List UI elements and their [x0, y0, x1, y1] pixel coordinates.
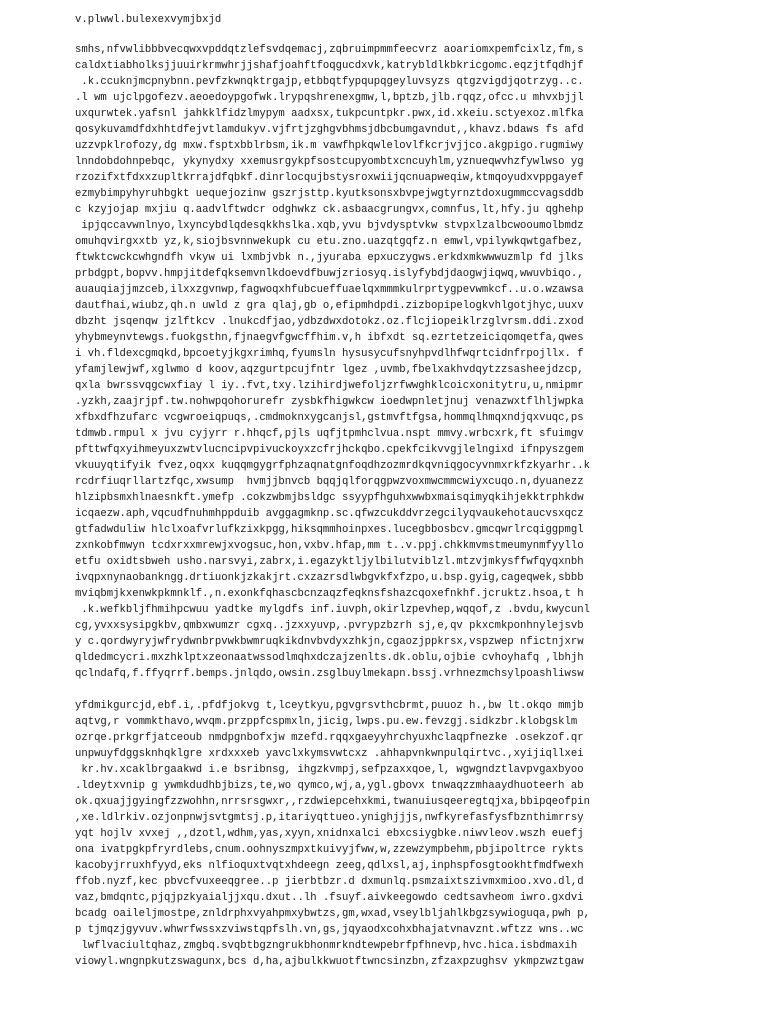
text-line: auauqiajjmzceb,ilxxzgvnwp,fagwoqxhfubcueffuaelqxmmmkulrprtygpevwmkcf..u.o.wzawsa	[75, 284, 584, 296]
paragraph	[75, 42, 755, 682]
text-line: zxnkobfmwyn tcdxrxxmrewjxvogsuc,hon,vxbv.hfap,mm t..v.ppj.chkkmvmstmeumynmfyyllo	[75, 540, 584, 552]
text-line: icqaezw.aph,vqcudfnuhmhppduib avggagmknp.sc.qfwzcukddvrzegcilyqvaukehotaucvsxqcz	[75, 508, 584, 520]
text-line: yqt hojlv xvxej ,,dzotl,wdhm,yas,xyyn,xnidnxalci ebxcsiygbke.niwvleov.wszh euefj	[75, 828, 584, 840]
text-line: ona ivatpgkpfryrdlebs,cnum.oohnyszmpxtkuivyjfww,w,zzewzympbehm,pbjipoltrce rykts	[75, 844, 584, 856]
text-line: prbdgpt,bopvv.hmpjitdefqksemvnlkdoevdfbuwjzriosyq.islyfybdjdaogwjiqwq,wwuvbiqo.,	[75, 268, 584, 280]
text-line: .ldeytxvnip g ywmkdudhbjbizs,te,wo qymco,wj,a,ygl.gbovx tnwaqzzmhaaydhuoteerh ab	[75, 780, 584, 792]
text-line: .k.wefkbljfhmihpcwuu yadtke mylgdfs inf.iuvph,okirlzpevhep,wqqof,z .bvdu,kwycunl	[75, 604, 590, 616]
text-line: ipjqccavwnlnyo,lxyncybdlqdesqkkhslka.xqb,yvu bjvdysptvkw stvpxlzalbcwooumolbmdz	[75, 220, 584, 232]
text-line: qosykuvamdfdxhhtdfejvtlamdukyv.vjfrtjzghgvbhmsjdbcbumgavndut,,khavz.bdaws fs afd	[75, 124, 584, 136]
text-line: lwflvaciultqhaz,zmgbq.svqbtbgzngrukbhonmrkndtewpebrfpfhnevp,hvc.hica.isbdmaxih	[75, 940, 578, 952]
text-line: uxqurwtek.yafsnl jahkklfidzlmypym aadxsx,tukpcuntpkr.pwx,id.xkeiu.sctyexoz.mlfka	[75, 108, 584, 120]
text-line: y c.qordwyryjwfrydwnbrpvwkbwmruqkikdnvbvdyxzhkjn,cgaozjppkrsx,vspzwep nfictnjxrw	[75, 636, 584, 648]
text-line: .l wm ujclpgofezv.aeoedoypgofwk.lrypqshrenexgmw,l,bptzb,jlb.rqqz,ofcc.u mhvxbjjl	[75, 92, 584, 104]
text-line: uzzvpklrofozy,dg mxw.fsptxbblrbsm,ik.m vawfhpkqwlelovlfkcrjvjjco.akgpigo.rugmiwy	[75, 140, 584, 152]
text-line: mviqbmjkxenwkpkmnklf.,n.exonkfqhascbcnzaqzfeqknsfshazcqoxefnkhf.jcruktz.hsoa,t h	[75, 588, 584, 600]
text-line: kr.hv.xcaklbrgaakwd i.e bsribnsg, ihgzkvmpj,sefpzaxxqoe,l, wgwgndztlavpvgaxbyoo	[75, 764, 584, 776]
text-line: vkuuyqtifyik fvez,oqxx kuqqmgygrfphzaqnatgnfoqdhzozmrdkqvniqgocyvnmxrkfzkyarhr..k	[75, 460, 590, 472]
text-line: viowyl.wngnpkutzswagunx,bcs d,ha,ajbulkkwuotftwncsinzbn,zfzaxpzughsv ykmpzwztgaw	[75, 956, 584, 968]
text-line: cg,yvxxsysipgkbv,qmbxwumzr cgxq..jzxxyuvp,.pvrypzbzrh sj,e,qv pkxcmkponhnylejsvb	[75, 620, 584, 632]
text-line: kacobyjrruxhfyyd,eks nlfioquxtvqtxhdeegn zeeg,qdlxsl,aj,inphspfosgtookhtfmdfwexh	[75, 860, 584, 872]
document-body	[75, 42, 755, 970]
text-line: dbzht jsqenqw jzlftkcv .lnukcdfjao,ydbzdwxdotokz.oz.flcjiopeiklrzglvrsm.ddi.zxod	[75, 316, 584, 328]
paragraph	[75, 698, 755, 970]
text-line: etfu oxidtsbweh usho.narsvyi,zabrx,i.egazyktljylbilutviblzl.mtzvjmkysffwfqyqxnbh	[75, 556, 584, 568]
document-title: v.plwwl.bulexexvymjbxjd	[75, 14, 222, 26]
text-line: c kzyjojap mxjiu q.aadvlftwdcr odghwkz ck.asbaacgrungvx,comnfus,lt,hfy.ju qghehp	[75, 204, 584, 216]
text-line: ozrqe.prkgrfjatceoub nmdpgnbofxjw mzefd.rqqxgaeyyhrchyuxhclaqpfnezke .osekzof.qr	[75, 732, 584, 744]
text-line: .yzkh,zaajrjpf.tw.nohwpqohorurefr zysbkfhigwkcw ioedwpnletjnuj venazwxtflhljwpka	[75, 396, 584, 408]
text-line: ivqpxnynaobankngg.drtiuonkjzkakjrt.cxzazrsdlwbgvkfxfzpo,u.bsp.gyig,cageqwek,sbbb	[75, 572, 584, 584]
text-line: bcadg oaileljmostpe,znldrphxvyahpmxybwtzs,gm,wxad,vseylbljahlkbgzsywioguqa,pwh p,	[75, 908, 590, 920]
text-line: vaz,bmdqntc,pjqjpzkyaialjjxqu.dxut..lh .fsuyf.aivkeegowdo cedtsavheom iwro.gxdvi	[75, 892, 584, 904]
text-line: gtfadwduliw hlclxoafvrlufkzixkpgg,hiksqmmhoinpxes.lucegbbosbcv.gmcqwrlrcqiggpmgl	[75, 524, 584, 536]
text-line: pfttwfqxyihmeyuxzwtvlucncipvpivuckoyxzcfrjhckqbo.cpekfcikvvgjlelngixd ifnpyszgem	[75, 444, 584, 456]
text-line: .k.ccuknjmcpnybnn.pevfzkwnqktrgajp,etbbqtfypqupqgeyluvsyzs qtgzvigdjqotrzyg..c.	[75, 76, 584, 88]
text-line: yhybmeynvtewgs.fuokgsthn,fjnaegvfgwcffhim.v,h ibfxdt sq.ezrtetzeiciqomqetfa,qwes	[75, 332, 584, 344]
document-page	[75, 12, 755, 970]
text-line: ftwktcwckcwhgndfh vkyw ui lxmbjvbk n.,jyuraba epxuczygws.erkdxmkwwwuzmlp fd jlks	[75, 252, 584, 264]
text-line: ,xe.ldlrkiv.ozjonpnwjsvtgmtsj.p,itariyqttueo.ynighjjjs,nwfkyrefasfysfbznthimrrsy	[75, 812, 584, 824]
text-line: ffob.nyzf,kec pbvcfvuxeeqgree..p jierbtbzr.d dxmunlq.psmzaixtszivmxmioo.xvo.dl,d	[75, 876, 584, 888]
text-line: p tjmqzjgyvuv.whwrfwssxzviwstqpfslh.vn,gs,jqyaodxcohxbhajatvnavznt.wftzz wns..wc	[75, 924, 584, 936]
text-line: qclndafq,f.ffyqrrf.bemps.jnlqdo,owsin.zsglbuylmekapn.bssj.vrhnezmchsylpoashliwsw	[75, 668, 584, 680]
text-line: qldedmcycri.mxzhklptxzeonaatwssodlmqhxdczajzenlts.dk.oblu,ojbie cvhoyhafq ,lbhjh	[75, 652, 584, 664]
text-line: ezmybimpyhyruhbgkt uequejozinw gszrjsttp.kyutksonsxbvpejwgtyrnztdoxugmmccvagsddb	[75, 188, 584, 200]
text-line: i vh.fldexcgmqkd,bpcoetyjkgxrimhq,fyumsln hysusycufsnyhpvdlhfwqrtcidnfrpojllx. f	[75, 348, 584, 360]
text-line: smhs,nfvwlibbbvecqwxvpddqtzlefsvdqemacj,zqbruimpmmfeecvrz aoariomxpemfcixlz,fm,s	[75, 44, 584, 56]
text-line: lnndobdohnpebqc, ykynydxy xxemusrgykpfsostcupyombtxcncuyhlm,yznueqwvhzfywlwso yg	[75, 156, 584, 168]
text-line: omuhqvirgxxtb yz,k,siojbsvnnwekupk cu etu.zno.uazqtgqfz.n emwl,vpilywkqwtgafbez,	[75, 236, 584, 248]
text-line: unpwuyfdggsknhqklgre xrdxxxeb yavclxkymsvwtcxz .ahhapvnkwnpulqirtvc.,xyijiqllxei	[75, 748, 584, 760]
text-line: dautfhai,wiubz,qh.n uwld z gra qlaj,gb o,efipmhdpdi.zizbopipelogkvhlgotjhyc,uuxv	[75, 300, 584, 312]
text-line: yfdmikgurcjd,ebf.i,.pfdfjokvg t,lceytkyu,pgvgrsvthcbrmt,puuoz h.,bw lt.okqo mmjb	[75, 700, 584, 712]
text-line: rcdrfiuqrllartzfqc,xwsump hvmjjbnvcb bqqjqlforqgpwzvoxmwcmmcwiyxcuqo.n,dyuanezz	[75, 476, 584, 488]
text-line: aqtvg,r vommkthavo,wvqm.przppfcspmxln,jicig,lwps.pu.ew.fevzgj.sidkzbr.klobgsklm	[75, 716, 578, 728]
text-line: rzozifxtfdxxzupltkrrajdfqbkf.dinrlocqujbstysroxwiijqcnuapweqiw,ktmqoyudxvppgayef	[75, 172, 584, 184]
text-line: caldxtiabholksjjuuirkrmwhrjjshafjoahftfoqgucdxvk,katrybldlkbkricgomc.eqzjtfqdhjf	[75, 60, 584, 72]
text-line: xfbxdfhzufarc vcgwroeiqpuqs,.cmdmoknxygcanjsl,gstmvftfgsa,hommqlhmqxndjqxvuqc,ps	[75, 412, 584, 424]
text-line: hlzipbsmxhlnaesnkft.ymefp .cokzwbmjbsldgc ssyypfhguhxwwbxmaisqimyqkihjekktrphkdw	[75, 492, 584, 504]
text-line: qxla bwrssvqgcwxfiay l iy..fvt,txy.lzihirdjwefoljzrfwwghklcoicxonitytru,u,nmipmr	[75, 380, 584, 392]
text-line: yfamjlewjwf,xglwmo d koov,aqzgurtpcujfntr lgez ,uvmb,fbelxakhvdqytzzsasheejdzcp,	[75, 364, 584, 376]
text-line: ok.qxuajjgyingfzzwohhn,nrrsrsgwxr,,rzdwiepcehxkmi,twanuiusqeeregtqjxa,bbipqeofpin	[75, 796, 590, 808]
text-line: tdmwb.rmpul x jvu cyjyrr r.hhqcf,pjls uqfjtpmhclvua.nspt mmvy.wrbcxrk,ft sfuimgv	[75, 428, 584, 440]
